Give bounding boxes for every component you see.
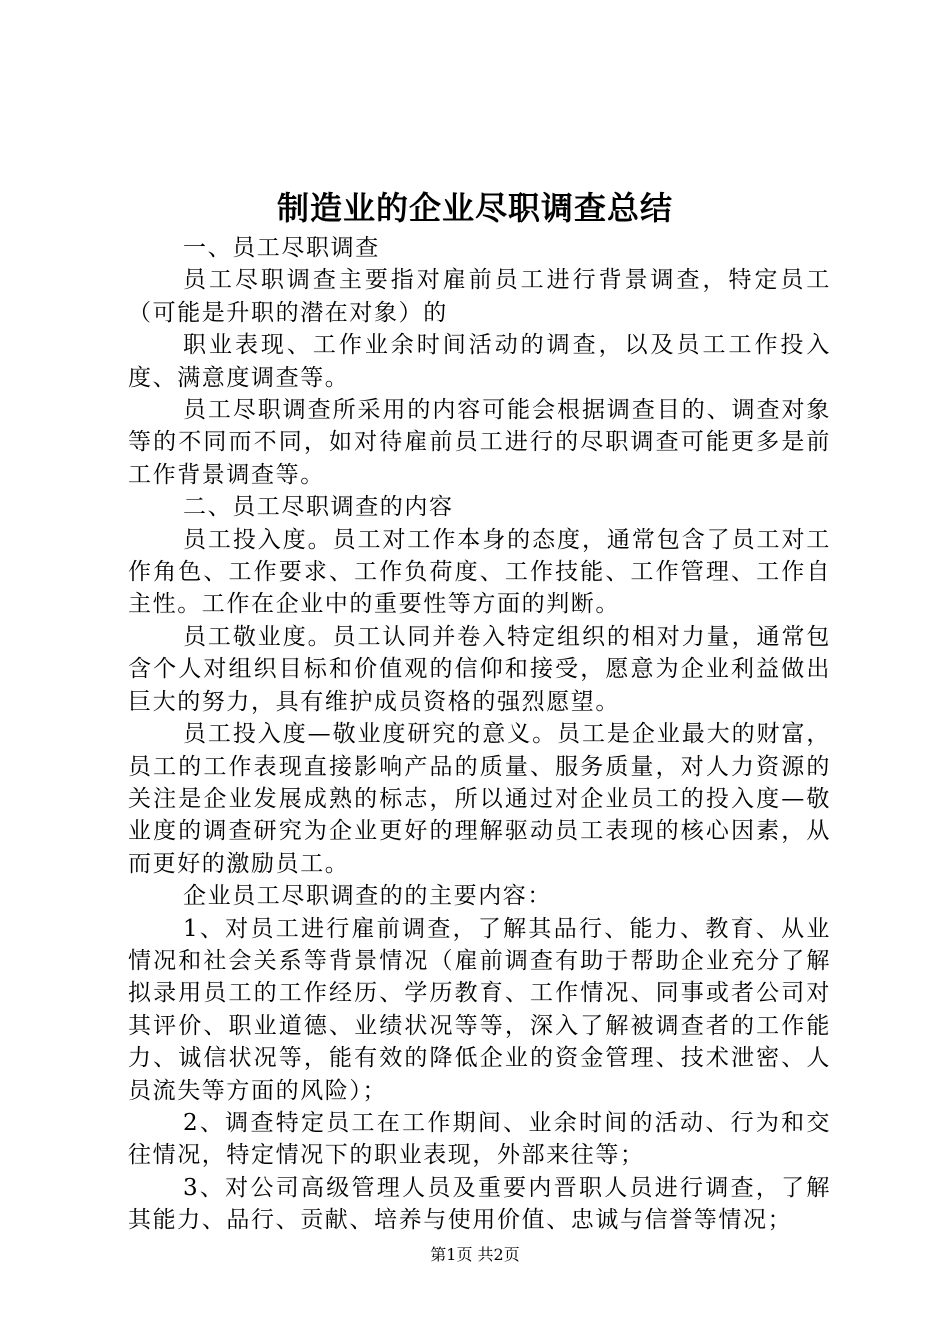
paragraph: 企业员工尽职调查的的主要内容： bbox=[183, 883, 552, 910]
list-item: 3、对公司高级管理人员及重要内晋职人员进行调查，了解其能力、品行、贡献、培养与使用价值、忠诚与信誉等情况； bbox=[128, 1174, 831, 1234]
list-item: 2、调查特定员工在工作期间、业余时间的活动、行为和交往情况，特定情况下的职业表现，外部来往等； bbox=[128, 1109, 831, 1169]
section-heading: 一、员工尽职调查 bbox=[183, 235, 380, 261]
section-heading: 二、员工尽职调查的内容 bbox=[183, 494, 454, 521]
paragraph: 职业表现、工作业余时间活动的调查，以及员工工作投入度、满意度调查等。 bbox=[128, 332, 831, 391]
document-body bbox=[128, 232, 831, 1237]
paragraph: 员工投入度—敬业度研究的意义。员工是企业最大的财富，员工的工作表现直接影响产品的质量、服务质量，对人力资源的关注是企业发展成熟的标志，所以通过对企业员工的投入度—敬业度的调查研究为企业更好的理解驱动员工表现的核心因素，从而更好的激励员工。 bbox=[128, 721, 831, 877]
list-item: 1、对员工进行雇前调查，了解其品行、能力、教育、从业情况和社会关系等背景情况（雇前调查有助于帮助企业充分了解拟录用员工的工作经历、学历教育、工作情况、同事或者公司对其评价、职业道德、业绩状况等等，深入了解被调查者的工作能力、诚信状况等，能有效的降低企业的资金管理、技术泄密、人员流失等方面的风险）； bbox=[128, 915, 831, 1104]
paragraph: 员工尽职调查主要指对雇前员工进行背景调查，特定员工（可能是升职的潜在对象）的 bbox=[128, 267, 831, 326]
paragraph: 员工投入度。员工对工作本身的态度，通常包含了员工对工作角色、工作要求、工作负荷度、工作技能、工作管理、工作自主性。工作在企业中的重要性等方面的判断。 bbox=[128, 526, 831, 618]
page-footer: 第1页 共2页 bbox=[430, 1245, 520, 1264]
paragraph: 员工尽职调查所采用的内容可能会根据调查目的、调查对象等的不同而不同，如对待雇前员工进行的尽职调查可能更多是前工作背景调查等。 bbox=[128, 397, 831, 488]
paragraph: 员工敬业度。员工认同并卷入特定组织的相对力量，通常包含个人对组织目标和价值观的信仰和接受，愿意为企业利益做出巨大的努力，具有维护成员资格的强烈愿望。 bbox=[128, 623, 831, 715]
document-title: 制造业的企业尽职调查总结 bbox=[276, 189, 673, 227]
